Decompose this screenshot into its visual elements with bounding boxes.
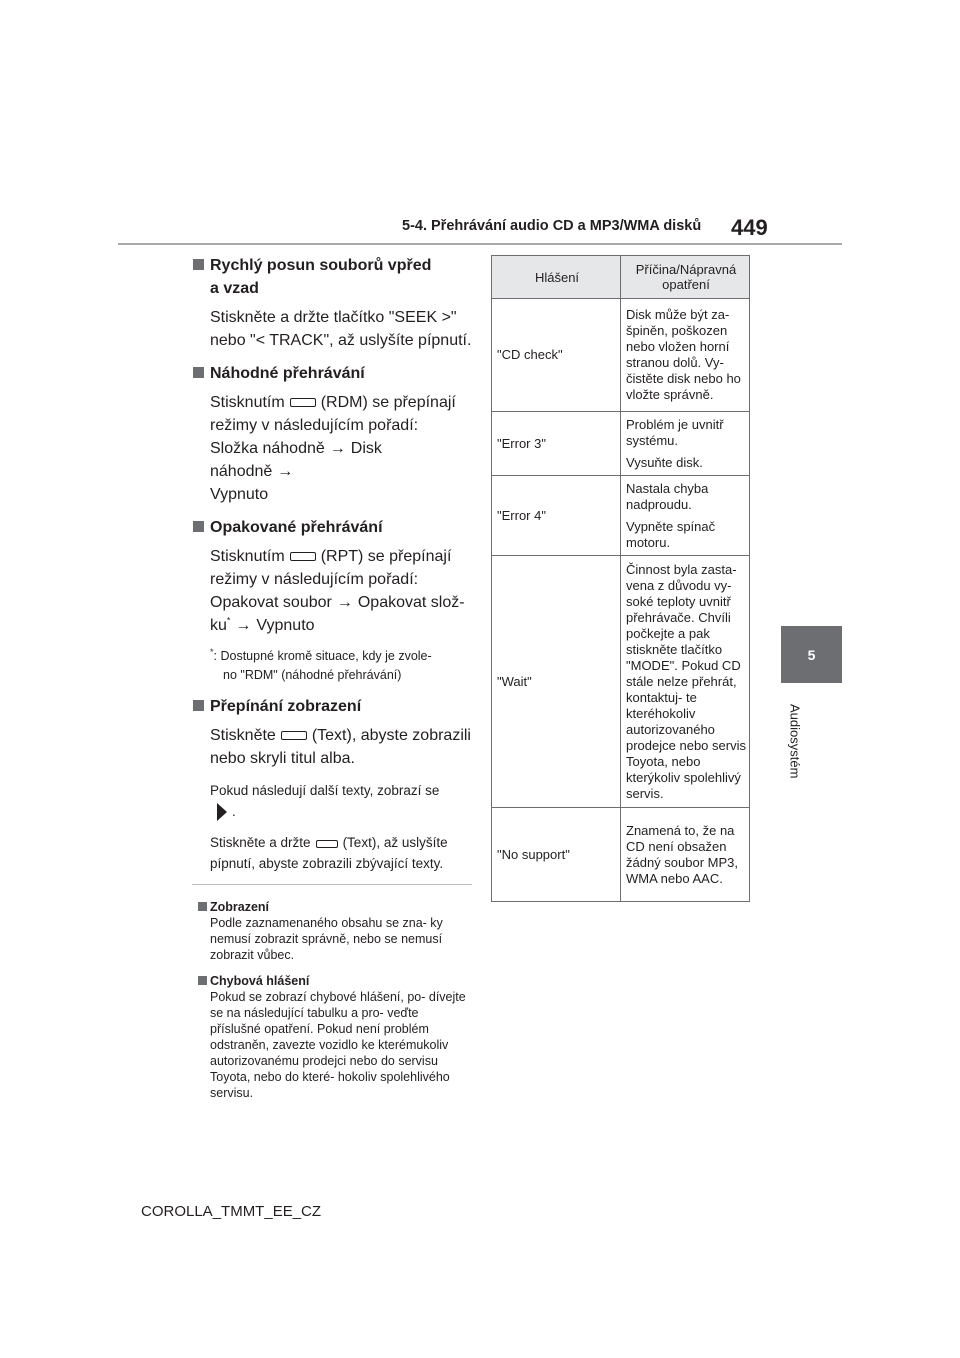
message-cell: "CD check": [492, 299, 621, 412]
errors-heading: Chybová hlášení: [197, 973, 472, 989]
zobrazeni-heading: Zobrazení: [197, 899, 472, 915]
fast-forward-heading: Rychlý posun souborů vpřed a vzad: [192, 254, 472, 300]
repeat-heading: Opakované přehrávání: [192, 516, 472, 539]
column-header-message: Hlášení: [492, 256, 621, 299]
section-title: 5-4. Přehrávání audio CD a MP3/WMA disků: [402, 218, 702, 234]
errors-text: Pokud se zobrazí chybové hlášení, po- dívejte se na následující tabulku a pro- veďte příslušné opatření. Pokud není problém odstraněn, zavezte vozidlo ke kterémukoliv autorizovanému prodejci nebo do servisu Toyota, nebo do které- hokoliv spolehlivého servisu.: [210, 990, 466, 1101]
chapter-tab: 5: [781, 626, 842, 683]
display-heading: Přepínání zobrazení: [192, 695, 472, 718]
left-column: [210, 254, 472, 1111]
table-row: [492, 808, 750, 902]
table-row: [492, 476, 750, 556]
chapter-label: Audiosystém: [787, 703, 803, 779]
cause-cell: Problém je uvnitř systému. Vysuňte disk.: [621, 412, 750, 476]
text-button-icon: [281, 731, 307, 740]
column-header-cause: Příčina/Nápravná opatření: [621, 256, 750, 299]
page-number: 449: [731, 215, 768, 240]
zobrazeni-text: Podle zaznamenaného obsahu se zna- ky nemusí zobrazit správně, nebo se nemusí zobrazit vůbec.: [210, 916, 443, 963]
rpt-button-icon: [290, 552, 316, 561]
table-row: [492, 412, 750, 476]
more-text-arrow-icon: [216, 802, 228, 822]
repeat-text: Stisknutím (RPT) se přepínají režimy v následujícím pořadí: Opakovat soubor → Opakovat slož- ku* → Vypnuto: [210, 548, 465, 634]
display-text: Stiskněte (Text), abyste zobrazili nebo skryli titul alba.: [210, 727, 471, 767]
cause-cell: Nastala chyba nadproudu. Vypněte spínač motoru.: [621, 476, 750, 556]
cause-cell: Disk může být za- špiněn, poškozen nebo vložen horní stranou dolů. Vy- čistěte disk nebo ho vložte správně.: [621, 299, 750, 412]
cause-cell: Znamená to, že na CD není obsažen žádný soubor MP3, WMA nebo AAC.: [621, 808, 750, 902]
more-texts-note: Pokud následují další texty, zobrazí se .: [210, 780, 472, 822]
section-divider: [192, 884, 472, 885]
footnote: *: Dostupné kromě situace, kdy je zvole- no "RDM" (náhodné přehrávání): [210, 646, 432, 682]
document-code: COROLLA_TMMT_EE_CZ: [141, 1203, 322, 1220]
table-row: [492, 556, 750, 808]
random-heading: Náhodné přehrávání: [192, 362, 472, 385]
fast-forward-text: Stiskněte a držte tlačítko "SEEK >" nebo "< TRACK", až uslyšíte pípnutí.: [210, 309, 472, 349]
arrow-right-icon: →: [235, 617, 252, 634]
arrow-right-icon: →: [336, 594, 353, 611]
text-button-icon: [316, 840, 338, 848]
table-row: [492, 299, 750, 412]
arrow-right-icon: →: [277, 463, 294, 480]
random-text: Stisknutím (RDM) se přepínají režimy v následujícím pořadí: Složka náhodně → Disk náhodně → Vypnuto: [210, 394, 456, 503]
message-cell: "Wait": [492, 556, 621, 808]
header-divider: [118, 243, 842, 245]
message-cell: "Error 4": [492, 476, 621, 556]
rdm-button-icon: [290, 398, 316, 407]
arrow-right-icon: →: [329, 440, 346, 457]
error-messages-table: [491, 255, 750, 902]
cause-cell: Činnost byla zasta- vena z důvodu vy- soké teploty uvnitř přehrávače. Chvíli počkejte a pak stiskněte tlačítko "MODE". Pokud CD stále nelze přehrát, kontaktuj- te kteréhokoliv autorizovaného prodejce nebo servis Toyota, nebo kterýkoliv spolehlivý servis.: [621, 556, 750, 808]
table-header-row: [492, 256, 750, 299]
message-cell: "No support": [492, 808, 621, 902]
message-cell: "Error 3": [492, 412, 621, 476]
hold-text-note: Stiskněte a držte (Text), až uslyšíte pípnutí, abyste zobrazili zbývající texty.: [210, 835, 448, 872]
